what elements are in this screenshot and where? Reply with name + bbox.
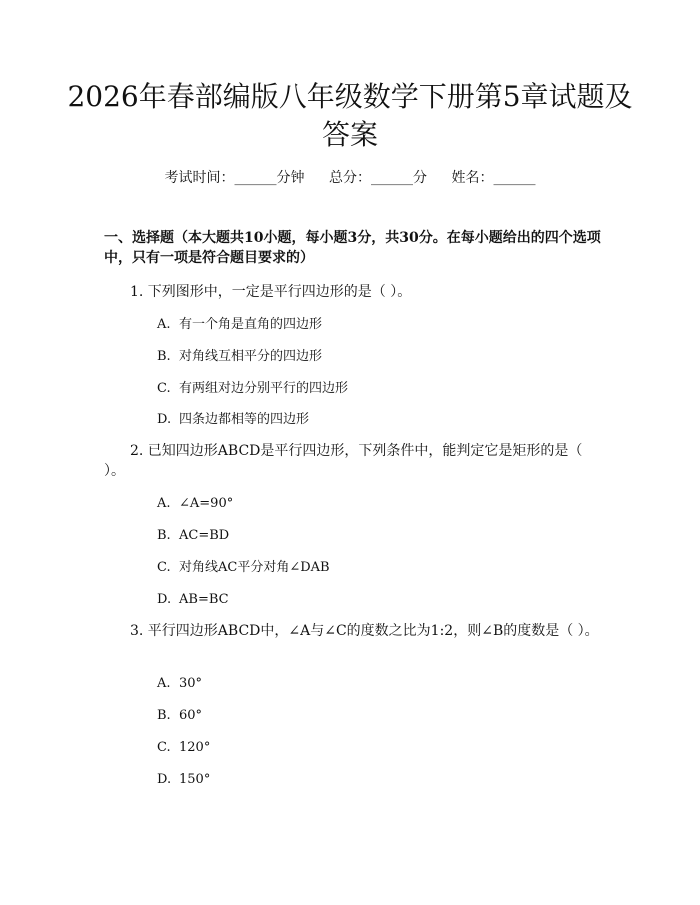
option-letter: B.	[157, 349, 171, 364]
question-2-option-a	[157, 495, 557, 513]
question-3-option-c	[157, 739, 557, 757]
exam-time-field: 考试时间：______分钟	[164, 170, 305, 186]
option-text: 有两组对边分别平行的四边形	[179, 381, 349, 396]
option-text: 30°	[179, 676, 203, 691]
question-3-option-b	[157, 707, 557, 725]
option-letter: B.	[157, 708, 171, 723]
option-text: AC=BD	[179, 528, 230, 543]
question-3-option-a	[157, 675, 557, 693]
total-score-field: 总分：______分	[329, 170, 427, 186]
question-1-option-d	[157, 411, 557, 429]
option-letter: C.	[157, 560, 171, 575]
option-text: ∠A=90°	[179, 496, 234, 511]
option-text: 有一个角是直角的四边形	[179, 317, 323, 332]
option-letter: B.	[157, 528, 171, 543]
option-letter: A.	[157, 317, 171, 332]
option-letter: D.	[157, 772, 172, 787]
student-name-field: 姓名：______	[451, 170, 536, 186]
question-2-option-b	[157, 527, 557, 545]
option-letter: C.	[157, 381, 171, 396]
option-text: 对角线互相平分的四边形	[179, 349, 323, 364]
question-3: 3. 平行四边形ABCD中，∠A与∠C的度数之比为1:2，则∠B的度数是（ ）。	[130, 623, 599, 639]
option-letter: A.	[157, 676, 171, 691]
option-letter: A.	[157, 496, 171, 511]
question-1-option-a	[157, 316, 557, 334]
question-1-option-b	[157, 348, 557, 366]
option-letter: C.	[157, 740, 171, 755]
section-heading: 一、选择题（本大题共10小题，每小题3分，共30分。在每小题给出的四个选项中，只有一项是符合题目要求的）	[104, 230, 601, 266]
option-text: 四条边都相等的四边形	[179, 412, 310, 427]
option-letter: D.	[157, 412, 172, 427]
exam-meta	[0, 168, 700, 188]
page-title: 2026年春部编版八年级数学下册第5章试题及答案	[67, 80, 633, 151]
question-2-option-d	[157, 591, 557, 609]
option-text: 150°	[179, 772, 211, 787]
option-text: 对角线AC平分对角∠DAB	[179, 560, 330, 575]
option-text: 60°	[179, 708, 203, 723]
option-text: AB=BC	[179, 592, 229, 607]
question-1-option-c	[157, 380, 557, 398]
question-3-option-d	[157, 771, 557, 789]
question-2-option-c	[157, 559, 557, 577]
question-2: 2. 已知四边形ABCD是平行四边形，下列条件中，能判定它是矩形的是（ ）。	[104, 443, 583, 479]
option-letter: D.	[157, 592, 172, 607]
question-1: 1. 下列图形中，一定是平行四边形的是（ ）。	[130, 284, 412, 300]
option-text: 120°	[179, 740, 211, 755]
